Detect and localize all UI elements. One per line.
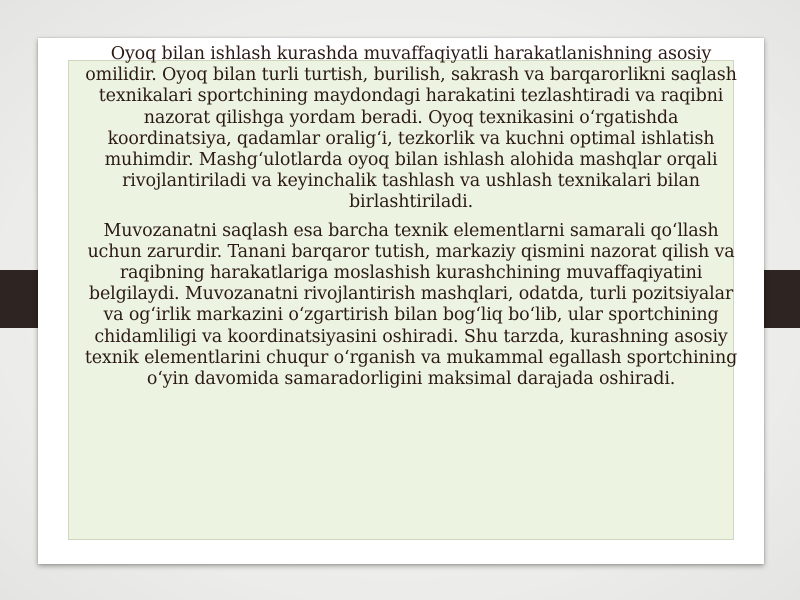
text-body bbox=[82, 44, 740, 397]
paragraph-balance: Muvozanatni saqlash esa barcha texnik elementlarni samarali qo‘llash uchun zarurdir. Tanani barqaror tutish, markaziy qismini nazorat qilish va raqibning harakatlariga moslashish kurashchining muvaffaqiyatini belgilaydi. Muvozanatni rivojlantirish mashqlari, odatda, turli pozitsiyalar va og‘irlik markazini o‘zgartirish bilan bog‘liq bo‘lib, ular sportchining chidamliligi va koordinatsiyasini oshiradi. Shu tarzda, kurashning asosiy texnik elementlarini chuqur o‘rganish va mukammal egallash sportchining o‘yin davomida samaradorligini maksimal darajada oshiradi. bbox=[84, 220, 738, 390]
paragraph-footwork: Oyoq bilan ishlash kurashda muvaffaqiyatli harakatlanishning asosiy omilidir. Oyoq bilan turli turtish, burilish, sakrash va barqarorlikni saqlash texnikalari sportchining maydondagi harakatini tezlashtiradi va raqibni nazorat qilishga yordam beradi. Oyoq texnikasini o‘rgatishda koordinatsiya, qadamlar oralig‘i, tezkorlik va kuchni optimal ishlatish muhimdir. Mashg‘ulotlarda oyoq bilan ishlash alohida mashqlar orqali rivojlantiriladi va keyinchalik tashlash va ushlash texnikalari bilan birlashtiriladi. bbox=[85, 44, 737, 213]
slide-card bbox=[38, 38, 764, 564]
